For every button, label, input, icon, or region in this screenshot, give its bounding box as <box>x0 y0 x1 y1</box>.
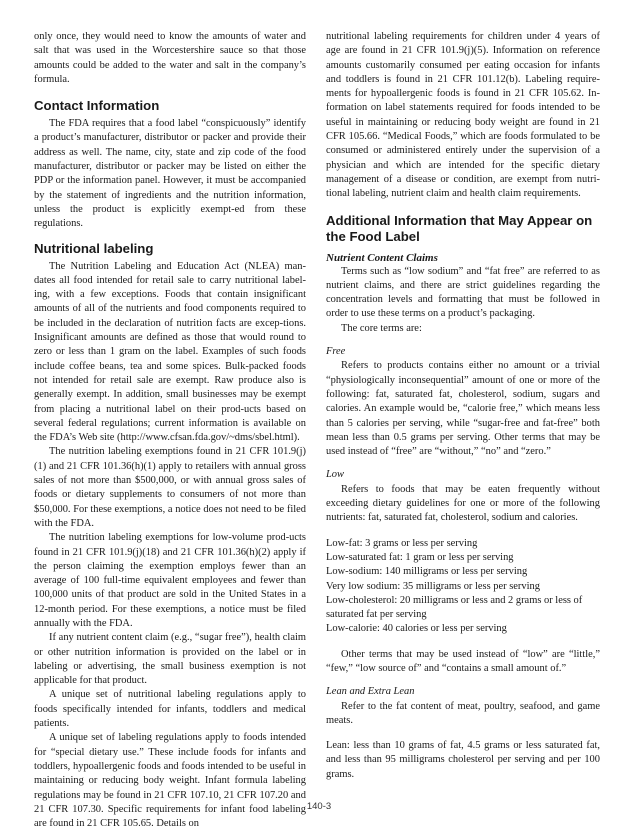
page-number: 140-3 <box>306 801 332 812</box>
left-column <box>34 30 306 831</box>
contact-information-heading: Contact Information <box>34 98 160 114</box>
lean-paragraph: Refer to the fat content of meat, poultry, seafood, and game meats. <box>326 700 600 726</box>
low-paragraph: Refers to foods that may be eaten frequently without exceeding dietary guidelines for one or more of the following nutrients: fat, saturated fat, cholesterol, sodium and calories. <box>326 483 600 524</box>
list-item: Very low sodium: 35 milligrams or less per serving <box>326 580 540 592</box>
nutritional-labeling-paragraph-2: The nutrition labeling exemptions found in 21 CFR 101.9(j)(1) and 21 CFR 101.36(h)(1) apply to retailers with annual gross sales of not more than $500,000, or with annual gross sales of foods or dietary supplements to consumers of not more than $50,000. For these exemptions, a notice does not need to be filed with the FDA. <box>34 446 306 529</box>
list-item: Low-cholesterol: 20 milligrams or less and 2 grams or less of saturated fat per serving <box>326 594 583 621</box>
nutritional-labeling-heading: Nutritional labeling <box>34 240 154 256</box>
list-item: Low-fat: 3 grams or less per serving <box>326 537 478 549</box>
left-intro-paragraph: only once, they would need to know the amounts of water and salt that was used in the Worcestershire sauce so that those amounts could be added to the water and salt in the company’s formula. <box>34 31 306 85</box>
free-heading: Free <box>326 346 346 358</box>
lean-definition-paragraph: Lean: less than 10 grams of fat, 4.5 grams or less saturated fat, and less than 95 milligrams cholesterol per serving and per 100 grams. <box>326 740 600 780</box>
list-item: Low-saturated fat: 1 gram or less per serving <box>326 551 514 563</box>
core-terms-paragraph: The core terms are: <box>341 322 422 334</box>
low-heading: Low <box>326 469 344 481</box>
nutritional-labeling-paragraph-5: A unique set of nutritional labeling regulations apply to foods specifically intended for infants, toddlers and medical patients. <box>34 689 306 730</box>
lean-heading: Lean and Extra Lean <box>326 686 415 698</box>
contact-information-paragraph: The FDA requires that a food label “conspicuously” identify a product’s manufacturer, distributor or packer and provide their address as well. The name, city, state and zip code of the food manufacturer, distributor or packer may be listed on either the PDP or the information panel. However, it must be accompanied by the statement of ingredients and the nutrition information, unless the product is explicitly exempt-ed from these regulations. <box>34 118 306 230</box>
list-item: Low-sodium: 140 milligrams or less per serving <box>326 566 528 578</box>
nutritional-labeling-paragraph-3: The nutrition labeling exemptions for low-volume prod-ucts found in 21 CFR 101.9(j)(18) and 21 CFR 101.36(h)(2) apply if the person claiming the exemption employs fewer than an average of 100 full-time equivalent employees and fewer than 100,000 units of that product are sold in the United States in a 12-month period. For these exemptions, a notice must be filed annually with the FDA. <box>34 532 306 629</box>
nutritional-labeling-paragraph-1: The Nutrition Labeling and Education Act (NLEA) man-dates all food intended for retail sale to carry nutritional label-ing, with a few exceptions. Foods that contain insignificant amounts of all of the nutrients and food components required to be included in the declaration of nutrition facts are excep-tions. Insignificant amounts are defined as those that would round to zero or less than 1 gram on the label. Examples of such foods include coffee beans, tea and some spices. Bulk-packed foods not intended for retail sale are exempt. Raw produce also is generally exempt. In addition, small businesses may be exempt from placing a nutritional label on their prod-ucts based on several federal regulations; current information is available on the FDA’s Web site (http://www.cfsan.fda.gov/~dms/sbel.html). <box>34 260 306 444</box>
nutrient-claims-paragraph: Terms such as “low sodium” and “fat free” are referred to as nutrient claims, and there are strict guidelines regarding the concentration levels and formatting that must be followed in order to use these terms on a product’s packaging. <box>326 265 600 320</box>
low-definitions-list <box>326 537 600 637</box>
nutrient-content-claims-heading: Nutrient Content Claims <box>326 251 438 264</box>
right-column <box>326 30 600 782</box>
additional-information-heading: Additional Information that May Appear on the Food Label <box>326 212 593 244</box>
list-item: Low-calorie: 40 calories or less per serving <box>326 623 507 635</box>
low-other-terms-paragraph: Other terms that may be used instead of “low” are “little,” “few,” “low source of” and “contains a small amount of.” <box>326 648 600 674</box>
nutritional-labeling-paragraph-6: A unique set of labeling regulations apply to foods intended for “special dietary use.” These include foods for infants and toddlers, hypoallergenic foods and foods intended to be useful in maintaining or reducing body weight. Infant formula labeling regulations may be found in 21 CFR 107.10, 21 CFR 107.20 and 21 CFR 107.30. Specific requirements for infant food labeling are found in 21 CFR 105.65. Details on <box>34 732 306 830</box>
right-intro-paragraph: nutritional labeling requirements for children under 4 years of age are found in 21 CFR 101.9(j)(5). Information on reference amounts customarily consumed per eating occasion for infants and toddlers is found in 21 CFR 101.12(b). Labeling require-ments for hypoallergenic foods is found in 21 CFR 105.62. In-formation on label statements required for foods intended to be useful in maintaining or reducing body weight are found in 21 CFR 105.66. “Medical Foods,” which are foods formulated to be consumed or administered entirely under the supervision of a physician and which are intended for the specific dietary management of a disease or condition, are exempt from nutri-tional labeling, nutrient claim and health claim requirements. <box>326 31 600 200</box>
nutritional-labeling-paragraph-4: If any nutrient content claim (e.g., “sugar free”), health claim or other nutrition information is provided on the label or in labeling or advertising, the small business exemption is not applicable for that product. <box>34 632 306 687</box>
free-paragraph: Refers to products contains either no amount or a trivial “physiologically inconsequential” amount of one or more of the following: fat, saturated fat, cholesterol, sodium, sugars and calories. An example would be, “calorie free,” which means less than 5 calories per serving, while “sugar-free and fat-free” both mean less than 0.5 grams per serving. Other terms that may be used instead of “free” are “without,” “no” and “zero.” <box>326 360 600 458</box>
